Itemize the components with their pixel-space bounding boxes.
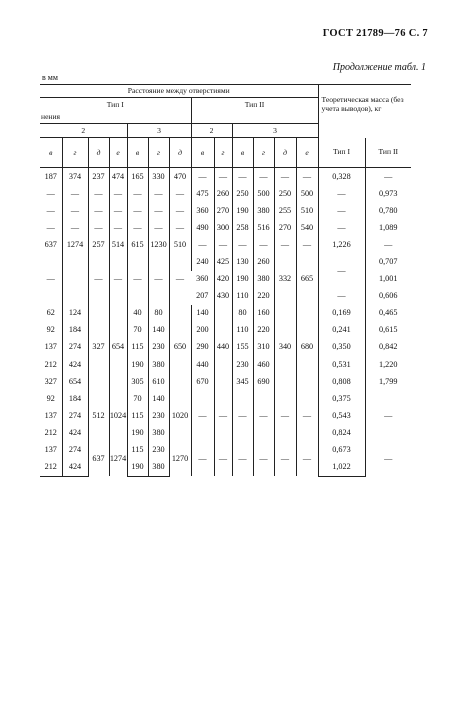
table-cell: 327 — [88, 305, 109, 390]
table-cell: 230 — [148, 442, 169, 459]
table-cell: 1274 — [109, 442, 127, 477]
table-cell: 270 — [214, 202, 232, 219]
table-cell: 374 — [62, 168, 88, 186]
table-cell: 274 — [62, 407, 88, 424]
table-cell: — — [274, 390, 296, 441]
table-cell: — — [296, 390, 318, 441]
table-cell: — — [127, 202, 148, 219]
table-cell: 160 — [253, 305, 274, 322]
truncated-label: нения — [40, 111, 191, 124]
col-letter: г — [148, 138, 169, 168]
table-cell: — — [214, 390, 232, 441]
table-cell: 260 — [253, 253, 274, 270]
subgroup-2a: 2 — [40, 124, 127, 138]
table-cell: 1024 — [109, 390, 127, 441]
table-cell: 500 — [253, 185, 274, 202]
table-cell: 212 — [44, 427, 57, 437]
table-cell: — — [46, 205, 55, 215]
table-cell: — — [232, 390, 253, 441]
table-cell: 240 — [191, 253, 214, 270]
table-cell: 257 — [88, 236, 109, 253]
table-cell: 190 — [232, 271, 253, 288]
table-cell: 0,606 — [365, 288, 411, 305]
table-cell: 237 — [88, 168, 109, 186]
table-cell: — — [232, 442, 253, 477]
table-cell: 140 — [191, 305, 214, 322]
table-cell: 0,328 — [318, 168, 365, 186]
table-cell: 360 — [196, 274, 209, 284]
table-cell: 424 — [62, 459, 88, 477]
table-cell: 207 — [196, 291, 209, 301]
col-letter: д — [274, 138, 296, 168]
table-cell: — — [109, 219, 127, 236]
table-cell: 212 — [44, 359, 57, 369]
units-label: в мм — [42, 73, 58, 82]
table-cell: 80 — [232, 305, 253, 322]
page-header: ГОСТ 21789—76 С. 7 — [322, 28, 428, 39]
table-cell: 360 — [191, 202, 214, 219]
table-cell: 424 — [62, 424, 88, 441]
table-cell: 230 — [232, 356, 253, 373]
table-cell: 70 — [127, 322, 148, 339]
table-cell: — — [296, 236, 318, 253]
table-cell: — — [169, 185, 191, 202]
table-cell: 290 — [191, 339, 214, 356]
type2-label: Тип II — [191, 98, 318, 112]
table-cell: 274 — [62, 339, 88, 356]
table-cell: 1274 — [62, 236, 88, 253]
table-cell: — — [62, 202, 88, 219]
table-cell: 115 — [127, 442, 148, 459]
table-cell: 305 — [127, 373, 148, 390]
subgroup-2b: 2 — [191, 124, 232, 138]
table-cell: 380 — [148, 459, 169, 477]
table-cell: 380 — [253, 271, 274, 288]
table-cell: — — [148, 253, 169, 304]
table-cell: 510 — [169, 236, 191, 253]
table-cell: 1020 — [169, 390, 191, 441]
table-cell: — — [88, 253, 109, 304]
table-cell: — — [365, 442, 411, 477]
mass-col-type2: Тип II — [365, 138, 411, 168]
table-cell: 0,780 — [365, 202, 411, 219]
table-cell: 115 — [127, 407, 148, 424]
table-cell: 70 — [127, 390, 148, 407]
table-cell: 190 — [127, 459, 148, 477]
mass-col-type1: Тип I — [318, 138, 365, 168]
table-cell: 310 — [253, 339, 274, 356]
table-cell: 654 — [62, 373, 88, 390]
table-cell: 300 — [214, 219, 232, 236]
table-cell: — — [232, 168, 253, 186]
table-cell: — — [62, 219, 88, 236]
table-cell: — — [62, 185, 88, 202]
table-cell: — — [318, 202, 365, 219]
table-cell: 260 — [214, 185, 232, 202]
table-cell: 512 — [88, 390, 109, 441]
table-cell: — — [365, 168, 411, 186]
table-cell: — — [253, 442, 274, 477]
table-cell: 40 — [127, 305, 148, 322]
table-cell: — — [88, 185, 109, 202]
table-cell: — — [88, 219, 109, 236]
table-cell: 1,089 — [365, 219, 411, 236]
table-cell: 250 — [232, 185, 253, 202]
table-cell: 137 — [44, 342, 57, 352]
table-cell: 140 — [148, 390, 169, 407]
table-cell: 0,350 — [318, 339, 365, 356]
table-cell: — — [148, 202, 169, 219]
col-letter: в — [127, 138, 148, 168]
table-cell: 0,973 — [365, 185, 411, 202]
table-cell: 1230 — [148, 236, 169, 253]
table-cell: — — [296, 168, 318, 186]
table-cell: 274 — [62, 442, 88, 459]
table-cell: 516 — [253, 219, 274, 236]
table-row — [40, 168, 411, 186]
table-cell: 650 — [169, 305, 191, 390]
table-cell: 514 — [109, 236, 127, 253]
table-cell: 137 — [44, 410, 57, 420]
table-cell — [62, 253, 88, 304]
subgroup-3a: 3 — [127, 124, 191, 138]
table-cell: 184 — [62, 390, 88, 407]
table-cell: — — [46, 188, 55, 198]
table-cell: 637 — [44, 239, 57, 249]
table-cell: 615 — [127, 236, 148, 253]
table-cell: — — [127, 185, 148, 202]
table-cell: 184 — [62, 322, 88, 339]
table-cell: 1270 — [169, 442, 191, 477]
table-cell: — — [214, 236, 232, 253]
table-cell: — — [88, 202, 109, 219]
table-cell: 510 — [296, 202, 318, 219]
table-cell: 327 — [44, 376, 57, 386]
table-cell: — — [191, 236, 214, 253]
table-cell: 137 — [44, 445, 57, 455]
col-letter: е — [109, 138, 127, 168]
table-cell: 0,842 — [365, 339, 411, 356]
table-cell: 0,673 — [318, 442, 365, 459]
table-cell: 665 — [296, 253, 318, 304]
table-cell: — — [169, 219, 191, 236]
table-cell: — — [109, 253, 127, 304]
table-cell: 637 — [88, 442, 109, 477]
table-cell: 380 — [148, 356, 169, 373]
table-cell: 0,241 — [318, 322, 365, 339]
table-cell: 380 — [253, 202, 274, 219]
table-cell: 140 — [148, 322, 169, 339]
table-cell: 190 — [127, 356, 148, 373]
table-cell: 258 — [232, 219, 253, 236]
table-cell: 0,543 — [318, 407, 365, 424]
table-cell: — — [191, 442, 214, 477]
table-cell: 1,220 — [365, 356, 411, 373]
table-cell: 0,707 — [365, 253, 411, 270]
table-cell: 110 — [232, 322, 253, 339]
table-cell: — — [253, 236, 274, 253]
table-cell: 340 — [274, 305, 296, 390]
table-row — [40, 202, 411, 219]
col-letter: г — [214, 138, 232, 168]
mass-title: Теоретическая масса (без учета выводов), кг — [318, 85, 411, 124]
table-cell: — — [46, 274, 55, 284]
table-cell: 654 — [109, 305, 127, 390]
table-cell: 230 — [148, 407, 169, 424]
continuation-label: Продолжение табл. 1 — [332, 62, 426, 73]
table-cell: 212 — [40, 459, 62, 477]
table-cell: 1,799 — [365, 373, 411, 390]
table-cell: 430 — [214, 288, 232, 305]
table-cell: 440 — [214, 305, 232, 390]
table-cell: 0,808 — [318, 373, 365, 390]
col-letter: в — [40, 138, 62, 168]
col-letter: г — [253, 138, 274, 168]
table-cell: 255 — [274, 202, 296, 219]
table-cell: 475 — [191, 185, 214, 202]
table-row — [40, 219, 411, 236]
table-cell: 490 — [191, 219, 214, 236]
col-letter: д — [169, 138, 191, 168]
table-cell: 1,001 — [365, 271, 411, 288]
table-row — [40, 185, 411, 202]
table-cell: 200 — [191, 322, 214, 339]
table-cell: — — [109, 185, 127, 202]
table-cell: 690 — [253, 373, 274, 390]
table-cell: 80 — [148, 305, 169, 322]
table-cell: — — [274, 236, 296, 253]
table-cell: — — [169, 253, 191, 304]
col-letter: д — [88, 138, 109, 168]
table-cell: 420 — [214, 271, 232, 288]
table-cell: 500 — [296, 185, 318, 202]
table-cell: 332 — [274, 253, 296, 304]
col-letter: е — [296, 138, 318, 168]
table-cell: 62 — [46, 308, 55, 318]
table-cell: — — [191, 168, 214, 186]
table-cell: 0,531 — [318, 356, 365, 373]
table-row — [40, 442, 411, 459]
table-cell: — — [214, 442, 232, 477]
table-cell: — — [318, 288, 365, 305]
table-cell: — — [365, 390, 411, 441]
table-cell: 190 — [232, 202, 253, 219]
table-cell: — — [318, 185, 365, 202]
table-cell: 0,465 — [365, 305, 411, 322]
table-cell: — — [191, 390, 214, 441]
table-cell: — — [365, 236, 411, 253]
table-cell: — — [169, 202, 191, 219]
table-cell: 92 — [46, 393, 55, 403]
col-letter: в — [191, 138, 214, 168]
table-cell: — — [318, 219, 365, 236]
table-cell: — — [253, 168, 274, 186]
group-title: Расстояние между отверстиями — [40, 85, 318, 98]
table-cell: 0,824 — [318, 424, 365, 441]
col-letter: в — [232, 138, 253, 168]
table-cell: 187 — [40, 168, 62, 186]
table-cell: 380 — [148, 424, 169, 441]
table-cell: 130 — [232, 253, 253, 270]
table-cell: 440 — [191, 356, 214, 373]
subgroup-3b: 3 — [232, 124, 318, 138]
col-letter: г — [62, 138, 88, 168]
table-cell: 155 — [232, 339, 253, 356]
table-cell: — — [109, 202, 127, 219]
table-cell: 0,169 — [318, 305, 365, 322]
table-cell: 1,022 — [318, 459, 365, 477]
table-cell: — — [127, 219, 148, 236]
table-cell: — — [127, 253, 148, 304]
table-cell: — — [253, 390, 274, 441]
table-row — [40, 390, 411, 407]
table-row — [40, 236, 411, 253]
table-cell: — — [148, 219, 169, 236]
table-cell: 190 — [127, 424, 148, 441]
table-cell: — — [274, 168, 296, 186]
table-cell: 474 — [109, 168, 127, 186]
table-cell: 680 — [296, 305, 318, 390]
table-cell: 165 — [127, 168, 148, 186]
table-cell: 424 — [62, 356, 88, 373]
table-cell: 110 — [232, 288, 253, 305]
table-cell: — — [46, 222, 55, 232]
table-cell: 115 — [127, 339, 148, 356]
table-cell: 220 — [253, 288, 274, 305]
table-cell: 220 — [253, 322, 274, 339]
table-row — [40, 305, 411, 322]
table-cell: 460 — [253, 356, 274, 373]
table-cell: — — [296, 442, 318, 477]
table-cell: 270 — [274, 219, 296, 236]
table-cell: 1,226 — [318, 236, 365, 253]
table-cell: 610 — [148, 373, 169, 390]
table-row — [40, 253, 411, 270]
table-cell: — — [318, 253, 365, 287]
table-cell: — — [232, 236, 253, 253]
table-cell: 250 — [274, 185, 296, 202]
table-cell: 670 — [191, 373, 214, 390]
table-cell: 0,615 — [365, 322, 411, 339]
table-cell: 425 — [214, 253, 232, 270]
table-cell: 330 — [148, 168, 169, 186]
table-cell: 345 — [232, 373, 253, 390]
type1-label: Тип I — [106, 99, 124, 109]
table-cell: — — [214, 168, 232, 186]
table-cell: 92 — [46, 325, 55, 335]
table-cell: 540 — [296, 219, 318, 236]
table-cell: 470 — [169, 168, 191, 186]
table-cell: 230 — [148, 339, 169, 356]
dimensions-table — [40, 84, 411, 477]
table-cell: — — [274, 442, 296, 477]
table-cell: — — [148, 185, 169, 202]
table-cell: 124 — [62, 305, 88, 322]
table-cell: 0,375 — [318, 390, 365, 407]
